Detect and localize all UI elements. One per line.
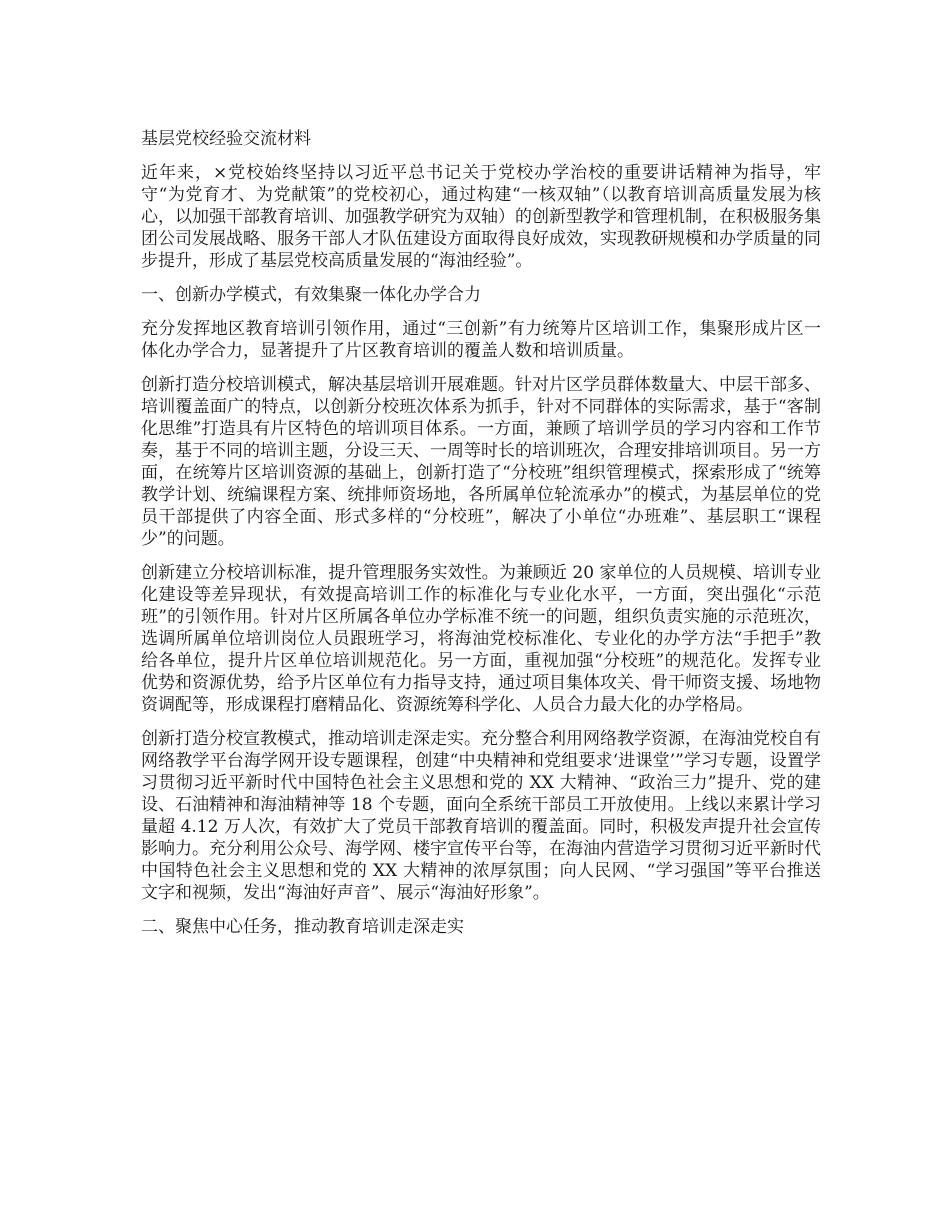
section-1-heading: 一、创新办学模式，有效集聚一体化办学合力 — [141, 285, 481, 305]
training-model-paragraph: 创新打造分校培训模式，解决基层培训开展难题。针对片区学员群体数量大、中层干部多、培训覆盖面广的特点，以创新分校班次体系为抓手，针对不同群体的实际需求，基于“客制化思维”打造具有片区特色的培训项目体系。一方面，兼顾了培训学员的学习内容和工作节奏，基于不同的培训主题，分设三天、一周等时长的培训班次，合理安排培训项目。另一方面，在统筹片区培训资源的基础上，创新打造了“分校班”组织管理模式，探索形成了“统筹教学计划、统编课程方案、统排师资场地，各所属单位轮流承办”的模式，为基层单位的党员干部提供了内容全面、形式多样的“分校班”，解决了小单位“办班难”、基层职工“课程少”的问题。 — [141, 375, 821, 549]
section-1-intro-paragraph: 充分发挥地区教育培训引领作用，通过“三创新”有力统筹片区培训工作，集聚形成片区一体化办学合力，显著提升了片区教育培训的覆盖人数和培训质量。 — [141, 319, 821, 361]
publicity-model-paragraph: 创新打造分校宣教模式，推动培训走深走实。充分整合利用网络教学资源，在海油党校自有网络教学平台海学网开设专题课程，创建“中央精神和党组要求‘进课堂’”学习专题，设置学习贯彻习近平新时代中国特色社会主义思想和党的 XX 大精神、“政治三力”提升、党的建设、石油精神和海油精神等 18 个专题，面向全系统干部员工开放使用。上线以来累计学习量超 4.12 万人次，有效扩大了党员干部教育培训的覆盖面。同时，积极发声提升社会宣传影响力。充分利用公众号、海学网、楼宇宣传平台等，在海油内营造学习贯彻习近平新时代中国特色社会主义思想和党的 XX 大精神的浓厚氛围；向人民网、“学习强国”等平台推送文字和视频，发出“海油好声音”、展示“海油好形象”。 — [141, 729, 821, 903]
section-2-heading: 二、聚焦中心任务，推动教育培训走深走实 — [141, 917, 464, 937]
document-title: 基层党校经验交流材料 — [141, 129, 311, 149]
document-page — [141, 128, 821, 950]
training-standard-paragraph: 创新建立分校培训标准，提升管理服务实效性。为兼顾近 20 家单位的人员规模、培训专业化建设等差异现状，有效提高培训工作的标准化与专业化水平，一方面，突出强化“示范班”的引领作用。针对片区所属各单位办学标准不统一的问题，组织负责实施的示范班次，选调所属单位培训岗位人员跟班学习，将海油党校标准化、专业化的办学方法“手把手”教给各单位，提升片区单位培训规范化。另一方面，重视加强“分校班”的规范化。发挥专业优势和资源优势，给予片区单位有力指导支持，通过项目集体攻关、骨干师资支援、场地物资调配等，形成课程打磨精品化、资源统筹科学化、人员合力最大化的办学格局。 — [141, 563, 821, 715]
intro-paragraph: 近年来，×党校始终坚持以习近平总书记关于党校办学治校的重要讲话精神为指导，牢守“为党育才、为党献策”的党校初心，通过构建“一核双轴”（以教育培训高质量发展为核心，以加强干部教育培训、加强教学研究为双轴）的创新型教学和管理机制，在积极服务集团公司发展战略、服务干部人才队伍建设方面取得良好成效，实现教研规模和办学质量的同步提升，形成了基层党校高质量发展的“海油经验”。 — [141, 163, 821, 271]
